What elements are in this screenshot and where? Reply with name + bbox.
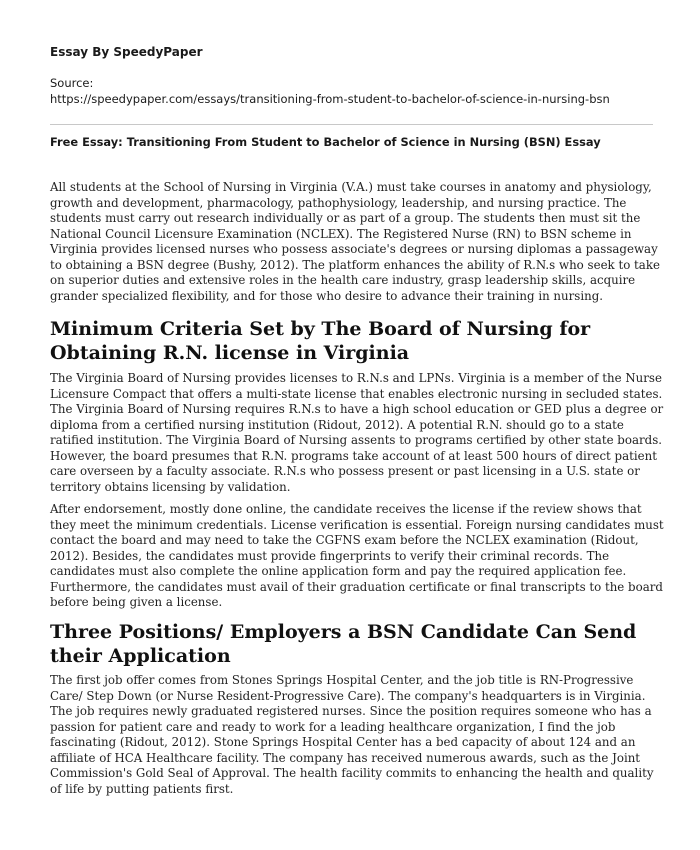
section-heading-criteria: Minimum Criteria Set by The Board of Nursing for Obtaining R.N. license in Virginia [50,318,591,364]
essay-title: Free Essay: Transitioning From Student to Bachelor of Science in Nursing (BSN) Essay [50,135,601,149]
source-label: Source: [50,76,94,90]
section-paragraph-positions-1: The first job offer comes from Stones Springs Hospital Center, and the job title is RN-Progressive Care/ Step Down (or Nurse Resident-Progressive Care). The company's headquarters is in Virginia. The job requires newly graduated registered nurses. Since the position requires someone who has a passion for patient care and ready to work for a leading healthcare organization, I find the job fascinating (Ridout, 2012). Stone Springs Hospital Center has a bed capacity of about 124 and an affiliate of HCA Healthcare facility. The company has received numerous awards, such as the Joint Commission's Gold Seal of Approval. The health facility commits to enhancing the health and quality of life by putting patients first. [50,673,654,796]
section-heading-positions: Three Positions/ Employers a BSN Candidate Can Send their Application [50,621,637,667]
section-paragraph-criteria-1: The Virginia Board of Nursing provides licenses to R.N.s and LPNs. Virginia is a member of the Nurse Licensure Compact that offers a multi-state license that enables electronic nursing in secluded states. The Virginia Board of Nursing requires R.N.s to have a high school education or GED plus a degree or diploma from a certified nursing institution (Ridout, 2012). A potential R.N. should go to a state ratified institution. The Virginia Board of Nursing assents to programs certified by other state boards. However, the board presumes that R.N. programs take account of at least 500 hours of direct patient care overseen by a faculty associate. R.N.s who possess present or past licensing in a U.S. state or territory obtains licensing by validation. [50,371,664,494]
header-divider [50,124,653,125]
brand-label: Essay By SpeedyPaper [50,45,203,59]
source-url-link[interactable]: https://speedypaper.com/essays/transitioning-from-student-to-bachelor-of-science-in-nursing-bsn [50,92,610,106]
intro-paragraph: All students at the School of Nursing in Virginia (V.A.) must take courses in anatomy and physiology, growth and development, pharmacology, pathophysiology, leadership, and nursing practice. The students must carry out research individually or as part of a group. The students then must sit the National Council Licensure Examination (NCLEX). The Registered Nurse (RN) to BSN scheme in Virginia provides licensed nurses who possess associate's degrees or nursing diplomas a passageway to obtaining a BSN degree (Bushy, 2012). The platform enhances the ability of R.N.s who seek to take on superior duties and extensive roles in the health care industry, grasp leadership skills, acquire grander specialized flexibility, and for those who desire to advance their training in nursing. [50,180,660,303]
section-paragraph-criteria-2: After endorsement, mostly done online, the candidate receives the license if the review shows that they meet the minimum credentials. License verification is essential. Foreign nursing candidates must contact the board and may need to take the CGFNS exam before the NCLEX examination (Ridout, 2012). Besides, the candidates must provide fingerprints to verify their criminal records. The candidates must also complete the online application form and pay the required application fee. Furthermore, the candidates must avail of their graduation certificate or final transcripts to the board before being given a license. [50,502,664,609]
